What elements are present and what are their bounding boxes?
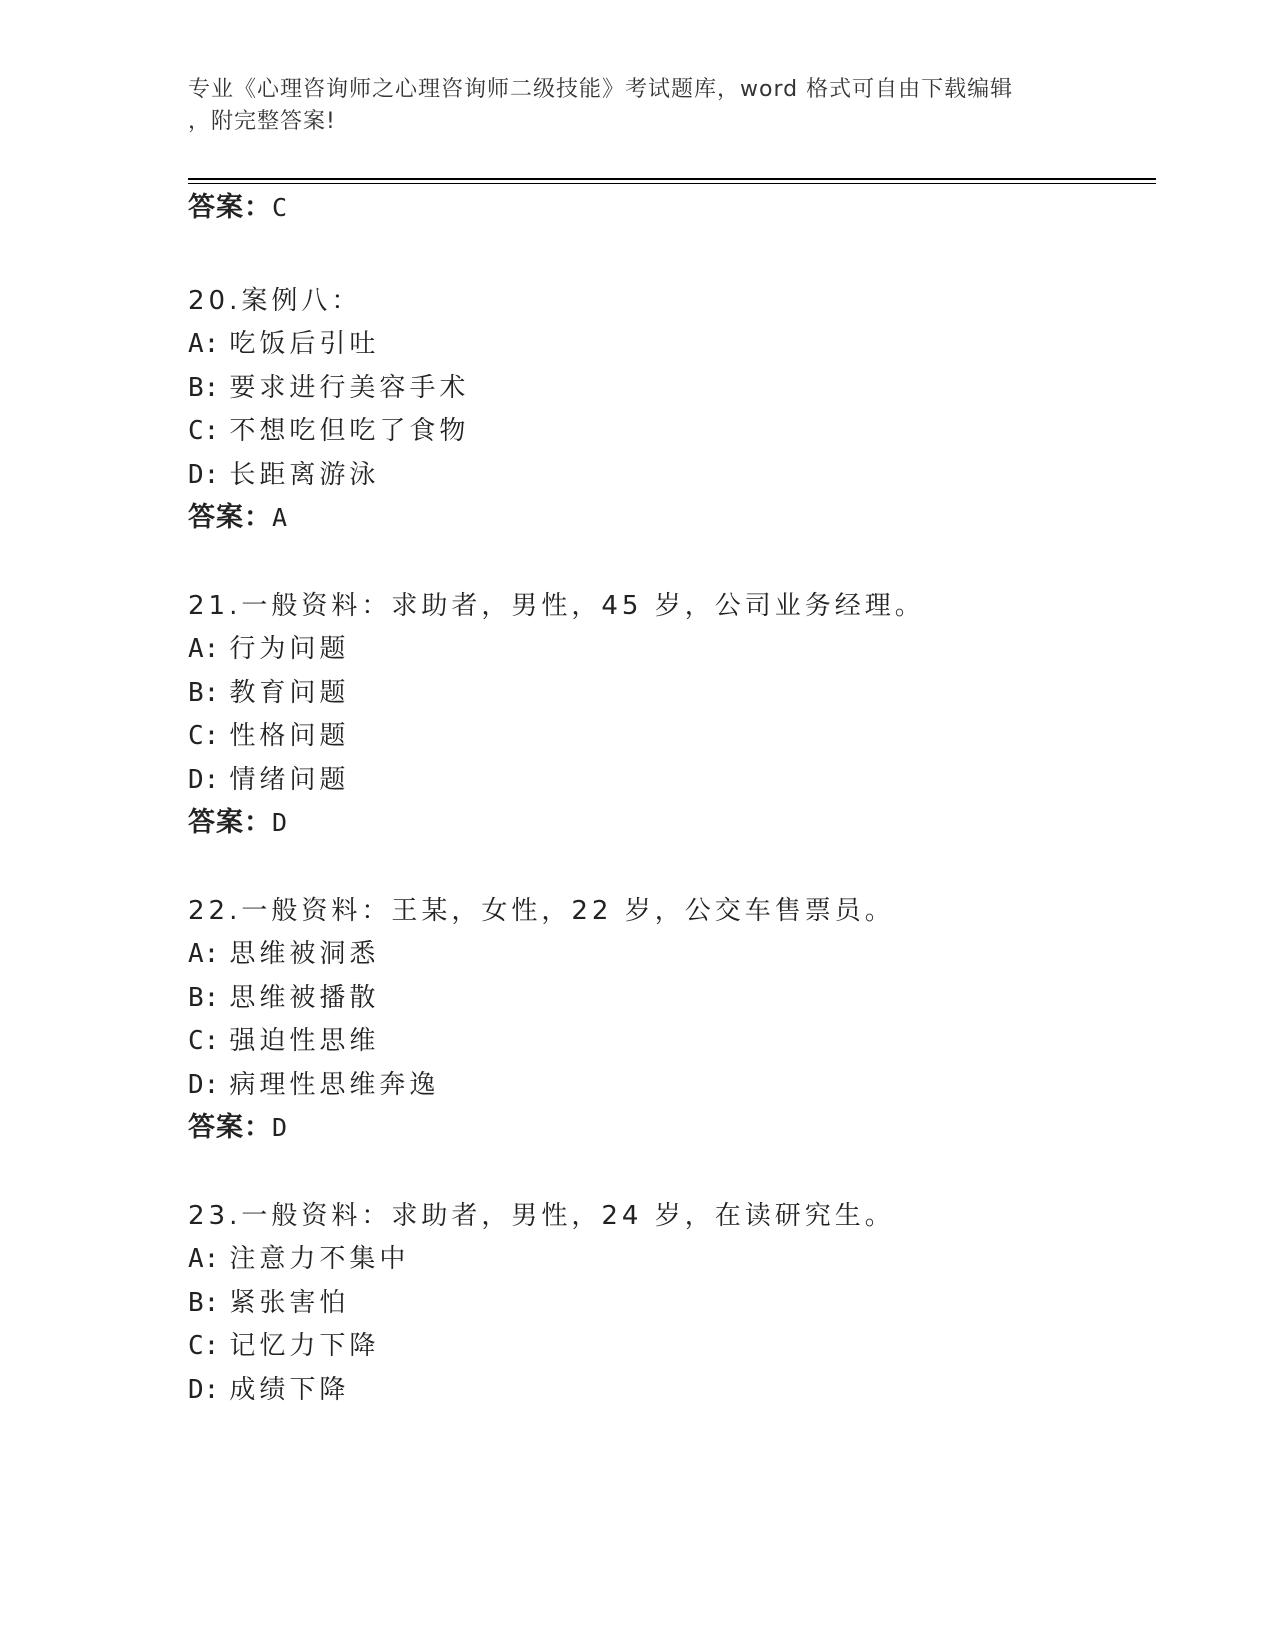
option-letter: D: (188, 765, 220, 795)
option-b (188, 982, 379, 1014)
answer-value: D (272, 1113, 289, 1142)
option-b (188, 372, 469, 404)
answer-value: D (272, 808, 289, 837)
option-text: 紧张害怕 (229, 1288, 350, 1318)
option-letter: B: (188, 983, 220, 1013)
option-letter: C: (188, 416, 220, 446)
answer-value: A (272, 503, 289, 532)
question-stem: 21.一般资料：求助者，男性，45 岁，公司业务经理。 (188, 591, 925, 621)
option-letter: D: (188, 1070, 220, 1100)
header-divider-thick (188, 178, 1156, 180)
option-c (188, 1330, 379, 1362)
option-letter: A: (188, 939, 220, 969)
option-text: 思维被播散 (229, 983, 380, 1013)
question-stem: 22.一般资料：王某，女性，22 岁，公交车售票员。 (188, 896, 895, 926)
answer-label: 答案： (188, 502, 272, 533)
option-c (188, 720, 349, 752)
answer-value: C (272, 193, 289, 222)
option-letter: B: (188, 678, 220, 708)
header-line-1: 专业《心理咨询师之心理咨询师二级技能》考试题库，word 格式可自由下载编辑 (188, 77, 1014, 102)
option-c (188, 415, 469, 447)
option-text: 记忆力下降 (229, 1331, 380, 1361)
option-a (188, 938, 379, 970)
option-a (188, 328, 379, 360)
answer-line (188, 502, 288, 534)
option-letter: C: (188, 1026, 220, 1056)
header-divider-thin (188, 183, 1156, 184)
option-text: 性格问题 (229, 721, 350, 751)
option-letter: B: (188, 373, 220, 403)
question-stem: 20.案例八： (188, 286, 362, 316)
option-text: 吃饭后引吐 (229, 329, 380, 359)
option-d (188, 1374, 349, 1406)
option-b (188, 1287, 349, 1319)
option-letter: A: (188, 329, 220, 359)
option-text: 不想吃但吃了食物 (229, 416, 470, 446)
header-line-2: ，附完整答案! (188, 109, 336, 134)
option-c (188, 1025, 379, 1057)
option-letter: C: (188, 721, 220, 751)
option-text: 成绩下降 (229, 1375, 350, 1405)
option-letter: A: (188, 634, 220, 664)
answer-line (188, 807, 288, 839)
option-letter: D: (188, 1375, 220, 1405)
option-b (188, 677, 349, 709)
option-a (188, 1243, 409, 1275)
answer-label: 答案： (188, 1112, 272, 1143)
answer-label: 答案： (188, 807, 272, 838)
option-text: 情绪问题 (229, 765, 350, 795)
option-letter: A: (188, 1244, 220, 1274)
answer-line (188, 1112, 288, 1144)
option-text: 强迫性思维 (229, 1026, 380, 1056)
answer-label: 答案： (188, 192, 272, 223)
option-letter: D: (188, 460, 220, 490)
option-d (188, 459, 379, 491)
option-text: 长距离游泳 (229, 460, 380, 490)
option-text: 病理性思维奔逸 (229, 1070, 440, 1100)
option-d (188, 764, 349, 796)
option-letter: B: (188, 1288, 220, 1318)
option-text: 行为问题 (229, 634, 350, 664)
option-text: 思维被洞悉 (229, 939, 380, 969)
option-a (188, 633, 349, 665)
document-header (188, 74, 1068, 138)
option-text: 注意力不集中 (229, 1244, 410, 1274)
question-stem: 23.一般资料：求助者，男性，24 岁，在读研究生。 (188, 1201, 895, 1231)
option-text: 要求进行美容手术 (229, 373, 470, 403)
option-d (188, 1069, 439, 1101)
option-letter: C: (188, 1331, 220, 1361)
answer-line (188, 192, 288, 224)
option-text: 教育问题 (229, 678, 350, 708)
